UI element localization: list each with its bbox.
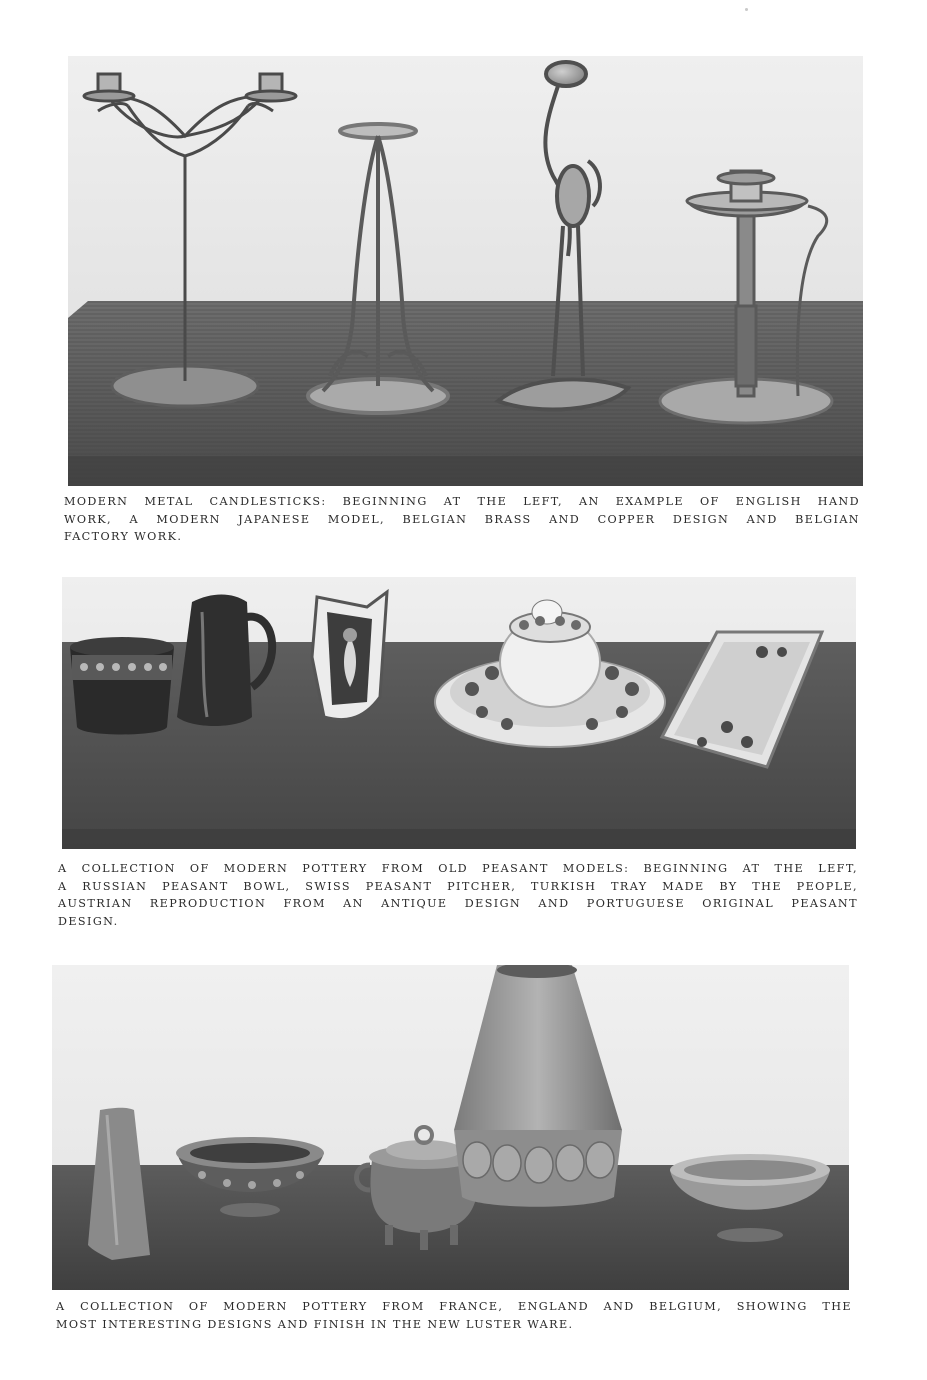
caption-line: MOST INTERESTING DESIGNS AND FINISH IN THE NEW LUSTER WARE. — [56, 1317, 574, 1331]
turkish-tray — [312, 592, 387, 720]
caption-line: A RUSSIAN PEASANT BOWL, SWISS PEASANT PITCHER, TURKISH TRAY MADE BY THE PEOPLE, — [58, 879, 858, 893]
caption-line: DESIGN. — [58, 914, 119, 928]
russian-peasant-bowl — [70, 637, 174, 735]
candlesticks-illustration — [68, 56, 863, 486]
photo-peasant-pottery — [62, 577, 856, 849]
photo-candlesticks — [68, 56, 863, 486]
caption-line: MODERN METAL CANDLESTICKS: BEGINNING AT THE LEFT, AN EXAMPLE OF ENGLISH HAND — [64, 495, 860, 508]
caption-candlesticks — [64, 493, 860, 546]
caption-line: AUSTRIAN REPRODUCTION FROM AN ANTIQUE DESIGN AND PORTUGUESE ORIGINAL PEASANT — [58, 897, 858, 910]
caption-line: A COLLECTION OF MODERN POTTERY FROM OLD PEASANT MODELS: BEGINNING AT THE LEFT, — [58, 862, 858, 875]
caption-line: WORK, A MODERN JAPANESE MODEL, BELGIAN BRASS AND COPPER DESIGN AND BELGIAN — [64, 512, 860, 526]
caption-peasant-pottery — [58, 860, 858, 930]
luster-ware-illustration — [52, 965, 849, 1290]
caption-luster-ware — [56, 1298, 852, 1333]
photo-luster-ware — [52, 965, 849, 1290]
peasant-pottery-illustration — [62, 577, 856, 849]
paper-speck — [745, 8, 748, 11]
caption-line: A COLLECTION OF MODERN POTTERY FROM FRANCE, ENGLAND AND BELGIUM, SHOWING THE — [56, 1300, 852, 1313]
caption-line: FACTORY WORK. — [64, 530, 183, 543]
